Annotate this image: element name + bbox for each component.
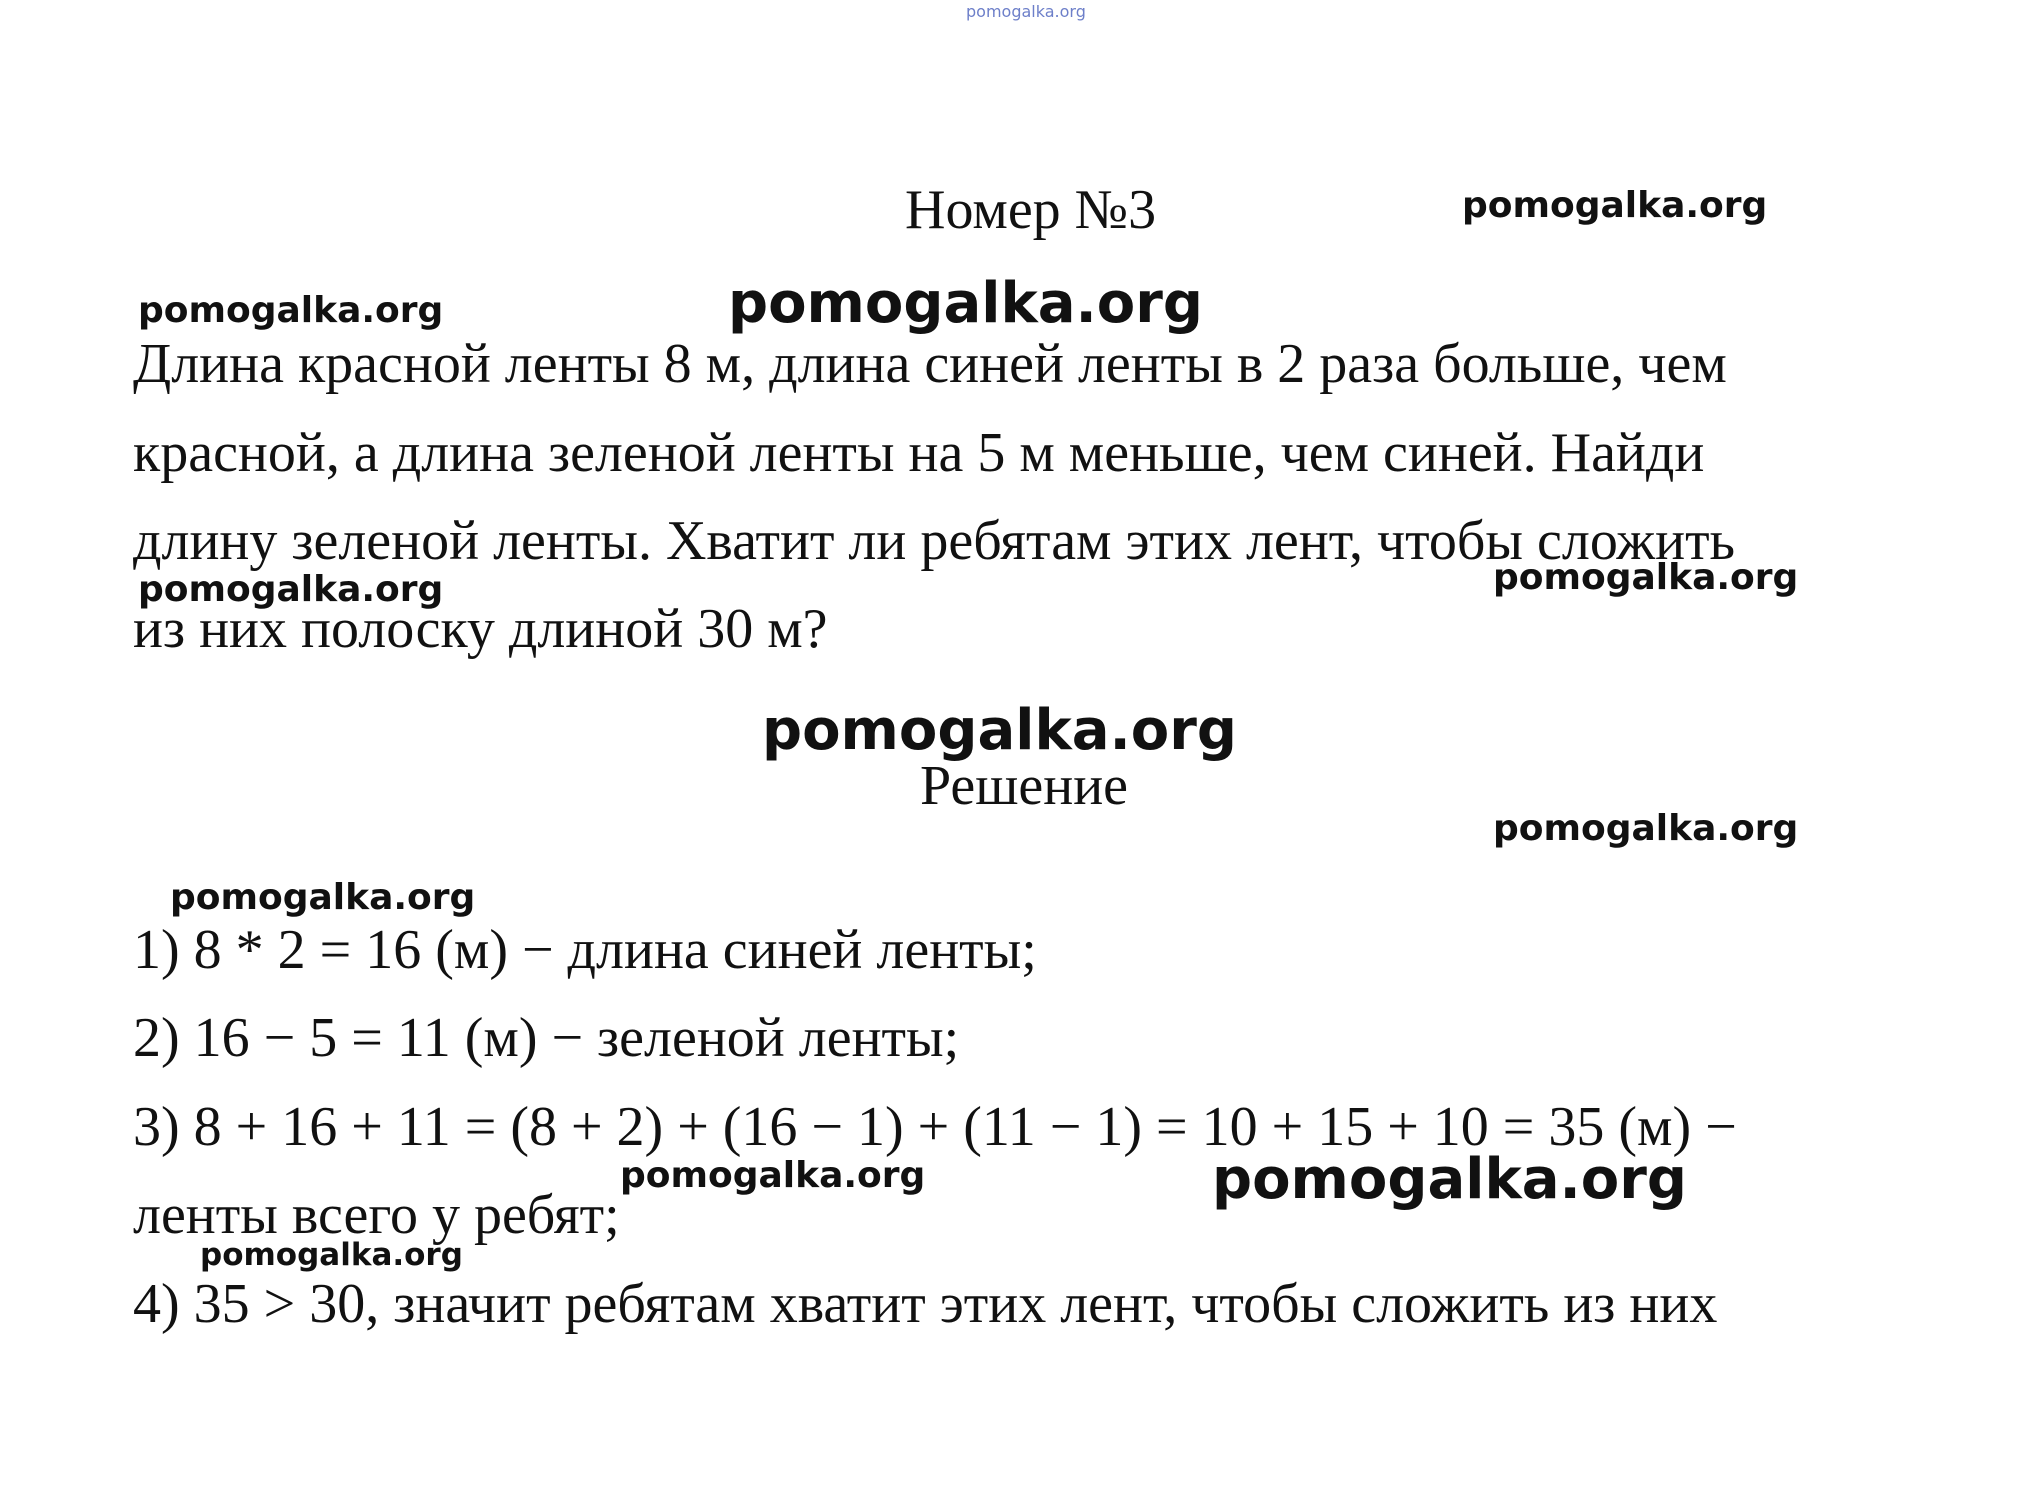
solution-line-3: 3) 8 + 16 + 11 = (8 + 2) + (16 − 1) + (11 − 1) = 10 + 15 + 10 = 35 (м) − [133,1096,1737,1158]
watermark-large: pomogalka.org [728,271,1203,336]
solution-line-5: 4) 35 > 30, значит ребятам хватит этих лент, чтобы сложить из них [133,1273,1718,1335]
solution-line-2: 2) 16 − 5 = 11 (м) − зеленой ленты; [133,1007,960,1069]
solution-line-4: ленты всего у ребят; [133,1184,620,1246]
watermark: pomogalka.org [170,877,476,918]
watermark-tiny: pomogalka.org [966,2,1086,21]
problem-line-4: из них полоску длиной 30 м? [133,598,828,660]
watermark: pomogalka.org [138,290,444,331]
watermark: pomogalka.org [620,1155,926,1196]
watermark: pomogalka.org [1493,808,1799,849]
watermark-large: pomogalka.org [762,698,1237,763]
problem-line-2: красной, а длина зеленой ленты на 5 м меньше, чем синей. Найди [133,422,1705,484]
watermark: pomogalka.org [138,569,444,610]
problem-line-1: Длина красной ленты 8 м, длина синей ленты в 2 раза больше, чем [133,333,1727,395]
page-title: Номер №3 [905,179,1157,241]
solution-line-1: 1) 8 * 2 = 16 (м) − длина синей ленты; [133,919,1037,981]
watermark: pomogalka.org [1462,185,1768,226]
watermark: pomogalka.org [200,1237,463,1273]
watermark-large: pomogalka.org [1212,1147,1687,1212]
watermark: pomogalka.org [1493,557,1799,598]
problem-line-3: длину зеленой ленты. Хватит ли ребятам этих лент, чтобы сложить [133,510,1736,572]
solution-heading: Решение [920,755,1129,817]
